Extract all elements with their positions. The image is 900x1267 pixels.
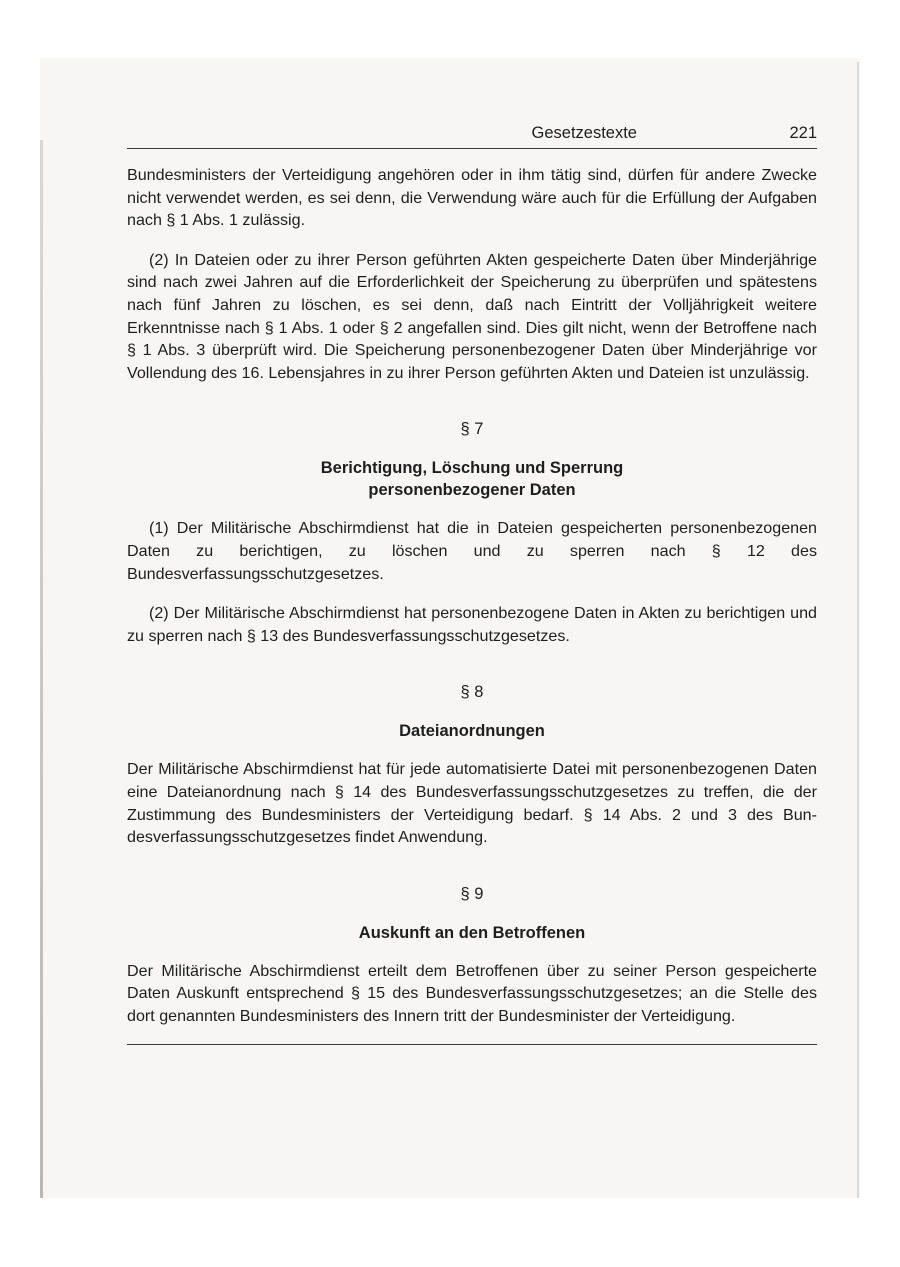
paragraph-2: (2) In Dateien oder zu ihrer Person geführten Akten gespeicherte Daten über Minderjährige sind nach zwei Jahren auf die Erforderlichkeit der Speicherung zu überprüfen und spätestens nach fünf Jahren zu löschen, es sei denn, daß nach Eintritt der Volljährigkeit weitere Erkenntnisse nach § 1 Abs. 1 oder § 2 angefallen sind. Dies gilt nicht, wenn der Betroffene nach § 1 Abs. 3 überprüft wird. Die Speicherung personenbezogener Daten über Minderjährige vor Vollendung des 16. Lebensjahres in zu ihrer Person geführten Akten und Dateien ist unzulässig.	[127, 250, 817, 382]
section-8-number: § 8	[460, 683, 484, 702]
section-8-paragraph-1: Der Militärische Abschirmdienst hat für jede automatisierte Datei mit personenbezogenen Daten eine Dateianordnung nach § 14 des Bundesverfassungsschutzgesetzes zu treffen, die der Zustimmung des Bundesministers der Verteidigung bedarf. § 14 Abs. 2 und 3 des Bundesverfassungsschutzgesetzes findet Anwendung.	[127, 760, 817, 847]
section-8-title: Dateianordnungen	[399, 722, 545, 741]
running-header	[127, 120, 817, 149]
section-7-number: § 7	[460, 420, 484, 439]
running-header-title: Gesetzestexte	[531, 124, 637, 142]
document-page	[127, 120, 817, 1045]
scan-shadow-right	[857, 62, 859, 1198]
section-8	[127, 683, 817, 848]
page-number: 221	[789, 124, 817, 142]
intro-paragraph: Bundesministers der Verteidigung angehören oder in ihm tätig sind, dürfen für andere Zwecke nicht verwendet werden, es sei denn, die Verwendung wäre auch für die Erfüllung der Aufgaben nach § 1 Abs. 1 zulässig.	[127, 166, 817, 230]
section-9	[127, 885, 817, 1028]
section-7-title-line-1: Berichtigung, Löschung und Sperrung	[320, 459, 624, 478]
section-7-title-line-2: personenbezogener Daten	[368, 481, 576, 500]
scan-shadow-left	[40, 140, 43, 1198]
section-7-title	[127, 457, 817, 501]
section-7-paragraph-2: (2) Der Militärische Abschirmdienst hat personenbezogene Daten in Akten zu berichtigen und zu sperren nach § 13 des Bundesverfassungsschutzgesetzes.	[127, 604, 817, 645]
document-body	[127, 149, 817, 1045]
section-9-paragraph-1: Der Militärische Abschirmdienst erteilt dem Betroffenen über zu seiner Person gespeicherte Daten Auskunft entsprechend § 15 des Bundesverfassungsschutzgesetzes; an die Stelle des dort genannten Bundesministers des Innern tritt der Bundesminister der Verteidigung.	[127, 961, 817, 1025]
footer-rule	[127, 1044, 817, 1045]
section-7-paragraph-1: (1) Der Militärische Abschirmdienst hat die in Dateien gespeicherten personenbezogenen Daten zu berichtigen, zu löschen und zu sperren nach § 12 des Bundesverfassungsschutzgesetzes.	[127, 519, 817, 583]
section-9-number: § 9	[460, 884, 484, 903]
section-7	[127, 420, 817, 647]
section-9-title: Auskunft an den Betroffenen	[358, 923, 586, 942]
